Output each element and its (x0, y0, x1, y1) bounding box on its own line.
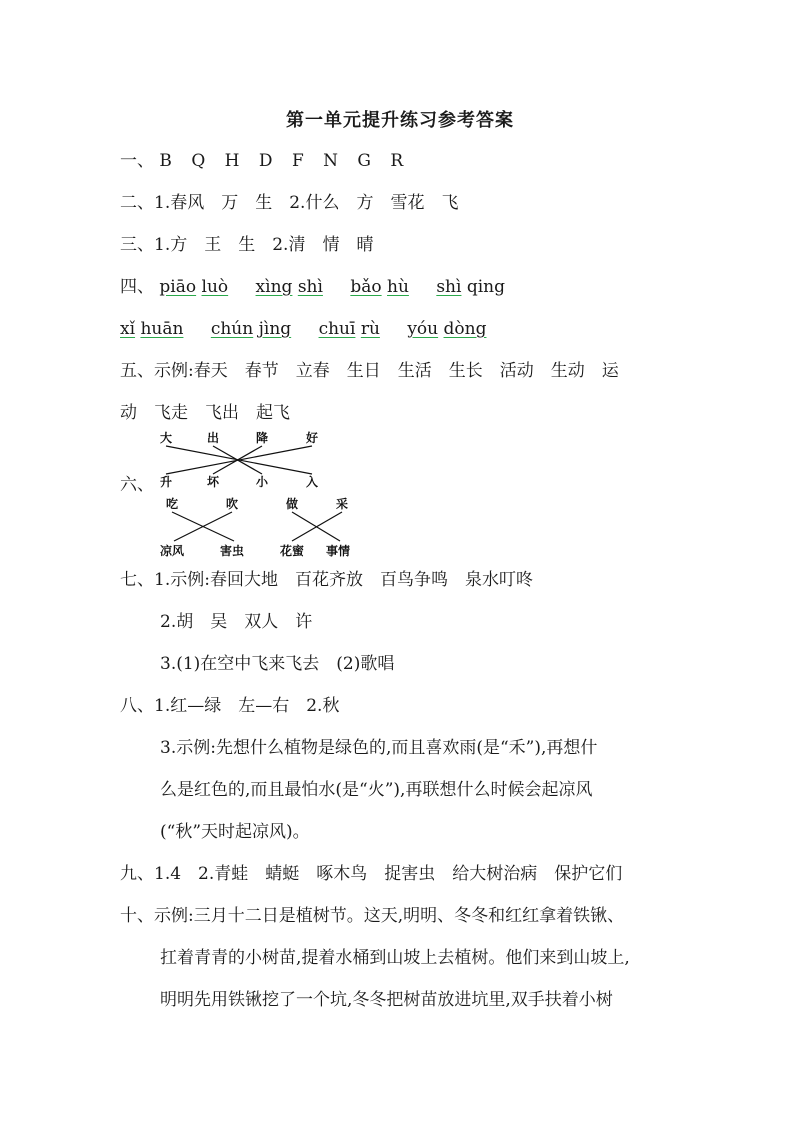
match-top-word: 大 (160, 431, 173, 445)
pinyin-syllable: piāo (159, 277, 197, 297)
match-top-word: 吃 (166, 497, 179, 511)
section-10-label: 十、 (120, 906, 154, 926)
section-3 (120, 234, 373, 256)
match-bottom-word: 坏 (207, 475, 220, 489)
match-top-word: 好 (306, 431, 319, 445)
letter: G (357, 151, 372, 171)
section-5-line-1 (120, 360, 619, 382)
letter: N (323, 151, 339, 171)
section-5-line-2 (120, 402, 290, 424)
section-7-text-1: 1.示例:春回大地 百花齐放 百鸟争鸣 泉水叮咚 (154, 570, 533, 590)
section-4-row-2 (120, 318, 486, 340)
match-top-word: 吹 (226, 497, 239, 511)
section-8-line-4: (“秋”天时起凉风)。 (160, 822, 310, 842)
section-8-line-3: 么是红色的,而且最怕水(是“火”),再联想什么时候会起凉风 (160, 780, 593, 800)
match-bottom-word: 花蜜 (280, 544, 305, 558)
section-3-text: 1.方 王 生 2.清 情 晴 (154, 235, 374, 255)
matching-diagram (150, 428, 370, 563)
section-8-label: 八、 (120, 696, 154, 716)
letter: R (390, 151, 404, 171)
pinyin-syllable: dòng (443, 319, 487, 339)
pinyin-syllable: chuī (318, 319, 356, 339)
match-bottom-word: 入 (306, 475, 319, 489)
letter: D (258, 151, 273, 171)
match-top-word: 降 (256, 431, 269, 445)
section-2-text: 1.春风 万 生 2.什么 方 雪花 飞 (154, 193, 459, 213)
section-10-text-1: 示例:三月十二日是植树节。这天,明明、冬冬和红红拿着铁锹、 (154, 906, 625, 926)
section-9 (120, 863, 622, 885)
pinyin-syllable: yóu (407, 319, 439, 339)
pinyin-syllable: jìng (258, 319, 292, 339)
match-bottom-word: 小 (256, 475, 269, 489)
pinyin-syllable: hù (387, 277, 409, 297)
section-1-label: 一、 (120, 151, 154, 171)
match-bottom-word: 事情 (326, 544, 351, 558)
section-8-line-2: 3.示例:先想什么植物是绿色的,而且喜欢雨(是“禾”),再想什 (160, 738, 598, 758)
section-4-label: 四、 (120, 277, 154, 297)
letter: F (291, 151, 304, 171)
match-top-word: 出 (207, 431, 220, 445)
pinyin-syllable: rù (360, 319, 380, 339)
section-2-label: 二、 (120, 193, 154, 213)
section-7-line-1 (120, 569, 533, 591)
pinyin-syllable: qing (466, 277, 506, 297)
pinyin-syllable: luò (201, 277, 229, 297)
pinyin-syllable: xìng (255, 277, 293, 297)
section-8-line-1 (120, 695, 339, 717)
section-10-line-1 (120, 905, 624, 927)
section-9-text: 1.4 2.青蛙 蜻蜓 啄木鸟 捉害虫 给大树治病 保护它们 (154, 864, 623, 884)
letter: B (159, 151, 172, 171)
section-1 (120, 150, 403, 172)
match-bottom-word: 升 (160, 475, 173, 489)
section-10-line-2: 扛着青青的小树苗,提着水桶到山坡上去植树。他们来到山坡上, (160, 948, 630, 968)
section-3-label: 三、 (120, 235, 154, 255)
section-6-label: 六、 (120, 475, 154, 495)
pinyin-syllable: xǐ (120, 319, 136, 339)
section-5-label: 五、 (120, 361, 154, 381)
match-bottom-word: 凉风 (160, 544, 185, 558)
letter: H (224, 151, 240, 171)
match-top-word: 做 (286, 497, 299, 511)
section-10-line-3: 明明先用铁锹挖了一个坑,冬冬把树苗放进坑里,双手扶着小树 (160, 990, 613, 1010)
section-4-row-1 (120, 276, 505, 298)
section-5-text-1: 示例:春天 春节 立春 生日 生活 生长 活动 生动 运 (154, 361, 619, 381)
page-title: 第一单元提升练习参考答案 (286, 110, 514, 131)
section-7-line-2: 2.胡 吴 双人 许 (160, 612, 313, 632)
match-bottom-word: 害虫 (220, 544, 245, 558)
pinyin-syllable: chún (210, 319, 254, 339)
section-2 (120, 192, 458, 214)
section-5-text-2: 动 飞走 飞出 起飞 (120, 403, 290, 423)
pinyin-syllable: shì (436, 277, 462, 297)
section-9-label: 九、 (120, 864, 154, 884)
section-7-label: 七、 (120, 570, 154, 590)
section-7-line-3: 3.(1)在空中飞来飞去 (2)歌唱 (160, 654, 395, 674)
pinyin-syllable: huān (140, 319, 184, 339)
pinyin-syllable: bǎo (350, 277, 382, 297)
letter: Q (191, 151, 206, 171)
match-top-word: 采 (336, 497, 349, 511)
section-8-text-1: 1.红—绿 左—右 2.秋 (154, 696, 340, 716)
pinyin-syllable: shì (297, 277, 323, 297)
